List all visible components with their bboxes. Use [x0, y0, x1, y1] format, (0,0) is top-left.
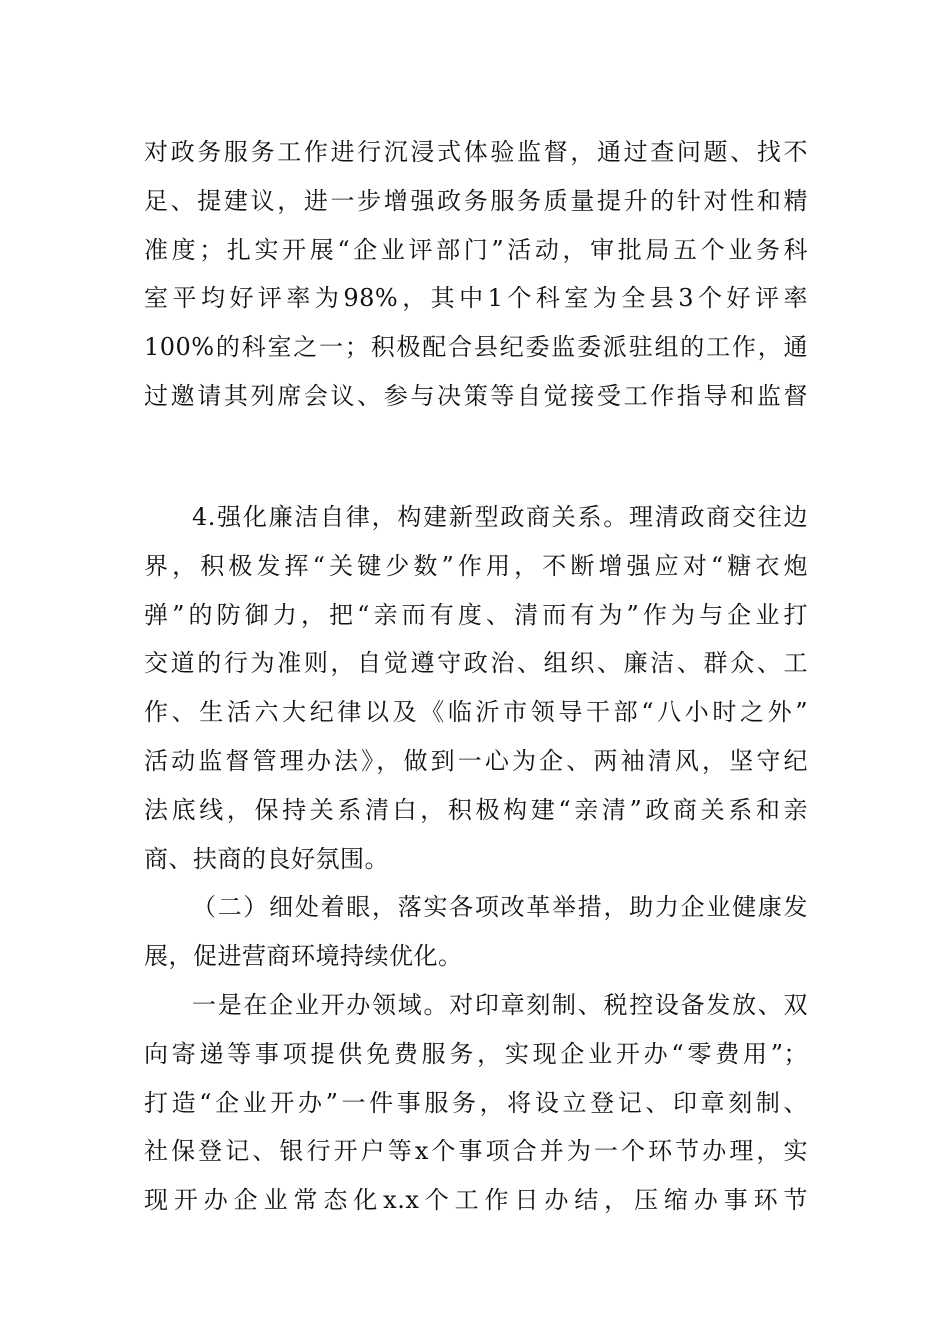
text-line: 向寄递等事项提供免费服务，实现企业开办“零费用”； [144, 1039, 808, 1068]
paragraph-enterprise-startup [144, 981, 808, 1225]
text-line: 足、提建议，进一步增强政务服务质量提升的针对性和精 [144, 186, 808, 215]
text-line: 打造“企业开办”一件事服务，将设立登记、印章刻制、 [144, 1088, 808, 1117]
section-heading-reform-measures [144, 883, 808, 981]
text-line: 作、生活六大纪律以及《临沂市领导干部“八小时之外” [144, 698, 808, 727]
text-line: 100%的科室之一；积极配合县纪委监委派驻组的工作，通 [144, 333, 808, 362]
text-line: 过邀请其列席会议、参与决策等自觉接受工作指导和监督 [144, 381, 808, 410]
text-line: 展，促进营商环境持续优化。 [144, 942, 463, 971]
text-line: 现开办企业常态化x.x个工作日办结，压缩办事环节 [144, 1186, 808, 1215]
text-line: 界，积极发挥“关键少数”作用，不断增强应对“糖衣炮 [144, 551, 808, 580]
text-line: （二）细处着眼，落实各项改革举措，助力企业健康发 [192, 893, 808, 922]
text-line: 活动监督管理办法》，做到一心为企、两袖清风，坚守纪 [144, 746, 808, 775]
document-body [144, 493, 808, 1225]
text-line: 对政务服务工作进行沉浸式体验监督，通过查问题、找不 [144, 138, 808, 166]
paragraph-supervision-continued [144, 128, 808, 421]
text-line: 弹”的防御力，把“亲而有度、清而有为”作为与企业打 [144, 600, 808, 629]
text-line: 法底线，保持关系清白，积极构建“亲清”政商关系和亲 [144, 795, 808, 824]
text-line: 一是在企业开办领域。对印章刻制、税控设备发放、双 [192, 990, 808, 1019]
text-line: 准度；扎实开展“企业评部门”活动，审批局五个业务科 [144, 235, 808, 264]
text-line: 4.强化廉洁自律，构建新型政商关系。理清政商交往边 [192, 503, 808, 531]
text-line: 商、扶商的良好氛围。 [144, 844, 389, 873]
text-line: 室平均好评率为98%，其中1个科室为全县3个好评率 [144, 284, 808, 313]
text-line: 交道的行为准则，自觉遵守政治、组织、廉洁、群众、工 [144, 649, 808, 678]
text-line: 社保登记、银行开户等x个事项合并为一个环节办理，实 [144, 1137, 808, 1166]
paragraph-integrity-self-discipline [144, 493, 808, 883]
